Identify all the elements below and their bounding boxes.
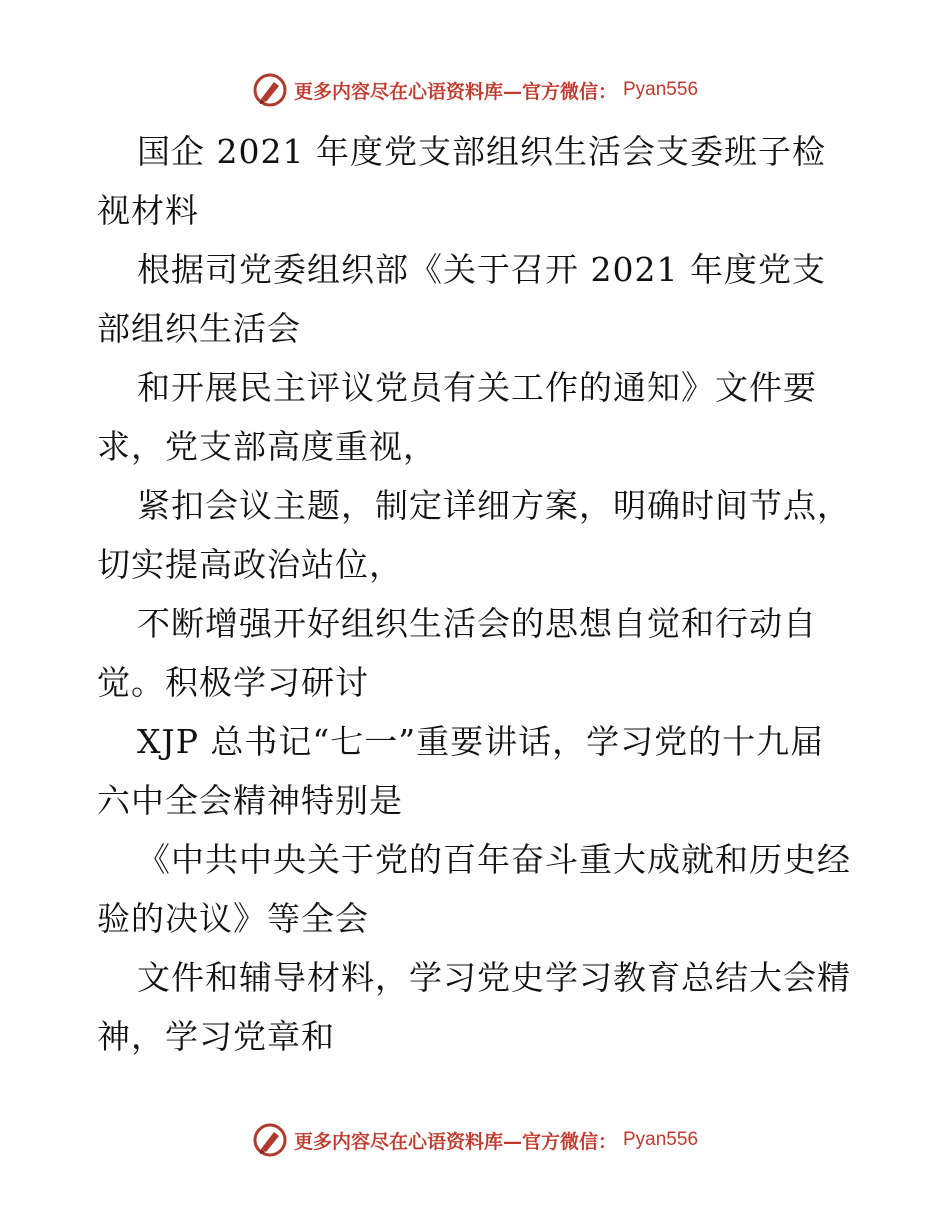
paragraph: 不断增强开好组织生活会的思想自觉和行动自觉。积极学习研讨 <box>97 604 817 702</box>
paragraph: XJP 总书记“七一”重要讲话，学习党的十九届六中全会精神特别是 <box>97 722 825 820</box>
paragraph: 和开展民主评议党员有关工作的通知》文件要求，党支部高度重视， <box>97 368 817 466</box>
paragraph: 文件和辅导材料，学习党史学习教育总结大会精神，学习党章和 <box>97 958 851 1056</box>
watermark-text: 更多内容尽在心语资料库—官方微信： <box>293 80 617 103</box>
footer-watermark <box>0 1120 950 1160</box>
paragraph: 《中共中央关于党的百年奋斗重大成就和历史经验的决议》等全会 <box>97 840 851 938</box>
document-body <box>97 122 857 1066</box>
watermark-wechat-id: Pyan556 <box>623 1129 699 1150</box>
paragraph-title: 国企 2021 年度党支部组织生活会支委班子检视材料 <box>97 132 826 230</box>
header-watermark <box>0 70 950 110</box>
paragraph: 紧扣会议主题，制定详细方案，明确时间节点，切实提高政治站位， <box>97 486 851 584</box>
pen-logo-icon <box>252 72 288 108</box>
pen-logo-icon <box>252 1122 288 1158</box>
watermark-text: 更多内容尽在心语资料库—官方微信： <box>293 1130 617 1153</box>
watermark-wechat-id: Pyan556 <box>623 79 699 100</box>
paragraph: 根据司党委组织部《关于召开 2021 年度党支部组织生活会 <box>97 250 826 348</box>
